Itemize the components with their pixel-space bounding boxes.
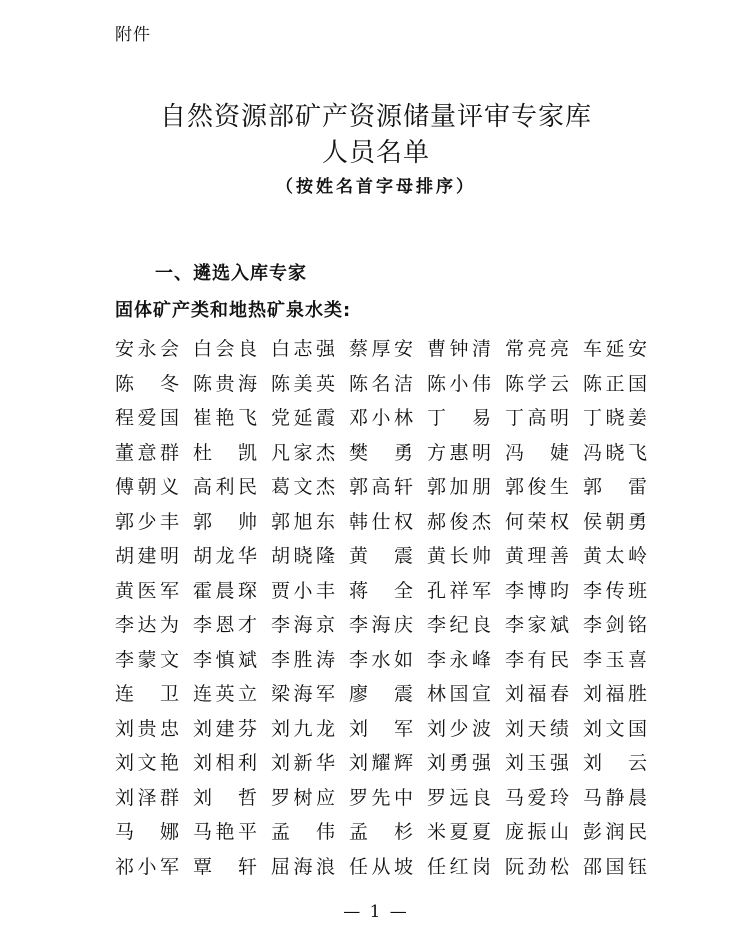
name-entry: 郭 俊 生 bbox=[505, 476, 570, 499]
name-entry: 刘 玉 强 bbox=[505, 752, 570, 775]
category-heading: 固体矿产类和地热矿泉水类: bbox=[115, 300, 352, 321]
page-number: — 1 — bbox=[343, 902, 409, 922]
name-entry: 罗 树 应 bbox=[271, 786, 336, 809]
name-entry: 刘 福 春 bbox=[505, 683, 570, 706]
name-row bbox=[115, 332, 648, 367]
name-row bbox=[115, 712, 648, 747]
name-row bbox=[115, 505, 648, 540]
name-entry: 连 英 立 bbox=[193, 683, 258, 706]
name-entry: 胡 晓 隆 bbox=[271, 545, 336, 568]
name-entry: 李 恩 才 bbox=[193, 614, 258, 637]
name-entry: 霍 晨 琛 bbox=[193, 579, 258, 602]
name-entry: 李 永 峰 bbox=[427, 648, 492, 671]
name-entry: 李 达 为 bbox=[115, 614, 180, 637]
name-entry: 庞 振 山 bbox=[505, 821, 570, 844]
name-row bbox=[115, 401, 648, 436]
name-entry: 何 荣 权 bbox=[505, 510, 570, 533]
name-row bbox=[115, 470, 648, 505]
name-entry: 刘 天 绩 bbox=[505, 717, 570, 740]
name-entry: 覃 轩 bbox=[193, 855, 258, 878]
name-entry: 李 家 斌 bbox=[505, 614, 570, 637]
name-entry: 李 有 民 bbox=[505, 648, 570, 671]
name-entry: 白 志 强 bbox=[271, 338, 336, 361]
name-entry: 傅 朝 义 bbox=[115, 476, 180, 499]
name-entry: 孔 祥 军 bbox=[427, 579, 492, 602]
name-entry: 陈 名 洁 bbox=[349, 372, 414, 395]
name-entry: 马 娜 bbox=[115, 821, 180, 844]
name-entry: 刘 文 国 bbox=[583, 717, 648, 740]
name-entry: 郭 雷 bbox=[583, 476, 648, 499]
name-entry: 陈 冬 bbox=[115, 372, 180, 395]
name-entry: 刘 军 bbox=[349, 717, 414, 740]
name-entry: 董 意 群 bbox=[115, 441, 180, 464]
name-entry: 蔡 厚 安 bbox=[349, 338, 414, 361]
name-entry: 葛 文 杰 bbox=[271, 476, 336, 499]
name-entry: 任 红 岗 bbox=[427, 855, 492, 878]
name-entry: 曹 钟 清 bbox=[427, 338, 492, 361]
name-entry: 陈 正 国 bbox=[583, 372, 648, 395]
name-entry: 郭 少 丰 bbox=[115, 510, 180, 533]
name-row bbox=[115, 781, 648, 816]
name-entry: 丁 晓 姜 bbox=[583, 407, 648, 430]
name-entry: 马 艳 平 bbox=[193, 821, 258, 844]
name-entry: 刘 建 芬 bbox=[193, 717, 258, 740]
name-entry: 方 惠 明 bbox=[427, 441, 492, 464]
name-entry: 郝 俊 杰 bbox=[427, 510, 492, 533]
name-entry: 廖 震 bbox=[349, 683, 414, 706]
name-entry: 李 纪 良 bbox=[427, 614, 492, 637]
name-entry: 冯 婕 bbox=[505, 441, 570, 464]
name-entry: 高 利 民 bbox=[193, 476, 258, 499]
name-entry: 彭 润 民 bbox=[583, 821, 648, 844]
name-entry: 侯 朝 勇 bbox=[583, 510, 648, 533]
name-row bbox=[115, 643, 648, 678]
name-row bbox=[115, 677, 648, 712]
name-entry: 马 静 晨 bbox=[583, 786, 648, 809]
name-entry: 孟 杉 bbox=[349, 821, 414, 844]
name-entry: 刘 新 华 bbox=[271, 752, 336, 775]
name-entry: 屈 海 浪 bbox=[271, 855, 336, 878]
name-entry: 崔 艳 飞 bbox=[193, 407, 258, 430]
name-entry: 林 国 宣 bbox=[427, 683, 492, 706]
name-entry: 冯 晓 飞 bbox=[583, 441, 648, 464]
name-entry: 刘 泽 群 bbox=[115, 786, 180, 809]
name-entry: 安 永 会 bbox=[115, 338, 180, 361]
document-title-line2: 人员名单 bbox=[321, 138, 430, 168]
name-entry: 丁 高 明 bbox=[505, 407, 570, 430]
name-row bbox=[115, 608, 648, 643]
name-entry: 刘 九 龙 bbox=[271, 717, 336, 740]
name-entry: 刘 哲 bbox=[193, 786, 258, 809]
name-entry: 李 博 昀 bbox=[505, 579, 570, 602]
name-entry: 李 蒙 文 bbox=[115, 648, 180, 671]
name-entry: 车 延 安 bbox=[583, 338, 648, 361]
name-entry: 常 亮 亮 bbox=[505, 338, 570, 361]
name-entry: 李 剑 铭 bbox=[583, 614, 648, 637]
name-entry: 刘 贵 忠 bbox=[115, 717, 180, 740]
name-entry: 梁 海 军 bbox=[271, 683, 336, 706]
name-entry: 祁 小 军 bbox=[115, 855, 180, 878]
name-entry: 刘 耀 辉 bbox=[349, 752, 414, 775]
name-list bbox=[115, 332, 648, 884]
name-entry: 连 卫 bbox=[115, 683, 180, 706]
name-entry: 胡 建 明 bbox=[115, 545, 180, 568]
name-entry: 陈 美 英 bbox=[271, 372, 336, 395]
name-entry: 刘 相 利 bbox=[193, 752, 258, 775]
name-row bbox=[115, 574, 648, 609]
name-entry: 刘 云 bbox=[583, 752, 648, 775]
name-row bbox=[115, 539, 648, 574]
name-entry: 丁 易 bbox=[427, 407, 492, 430]
name-entry: 胡 龙 华 bbox=[193, 545, 258, 568]
name-entry: 李 海 京 bbox=[271, 614, 336, 637]
name-entry: 李 慎 斌 bbox=[193, 648, 258, 671]
name-entry: 刘 勇 强 bbox=[427, 752, 492, 775]
name-entry: 郭 旭 东 bbox=[271, 510, 336, 533]
name-entry: 韩 仕 权 bbox=[349, 510, 414, 533]
name-entry: 李 胜 涛 bbox=[271, 648, 336, 671]
name-entry: 黄 医 军 bbox=[115, 579, 180, 602]
name-entry: 贾 小 丰 bbox=[271, 579, 336, 602]
name-entry: 程 爱 国 bbox=[115, 407, 180, 430]
name-entry: 陈 小 伟 bbox=[427, 372, 492, 395]
name-entry: 陈 贵 海 bbox=[193, 372, 258, 395]
name-entry: 郭 高 轩 bbox=[349, 476, 414, 499]
name-entry: 凡 家 杰 bbox=[271, 441, 336, 464]
name-entry: 李 海 庆 bbox=[349, 614, 414, 637]
name-entry: 黄 长 帅 bbox=[427, 545, 492, 568]
name-entry: 黄 震 bbox=[349, 545, 414, 568]
name-row bbox=[115, 436, 648, 471]
name-entry: 樊 勇 bbox=[349, 441, 414, 464]
name-entry: 阮 劲 松 bbox=[505, 855, 570, 878]
name-row bbox=[115, 815, 648, 850]
document-subtitle: （按姓名首字母排序） bbox=[276, 177, 476, 197]
name-entry: 罗 远 良 bbox=[427, 786, 492, 809]
name-entry: 蒋 全 bbox=[349, 579, 414, 602]
name-entry: 米 夏 夏 bbox=[427, 821, 492, 844]
name-entry: 孟 伟 bbox=[271, 821, 336, 844]
name-entry: 邓 小 林 bbox=[349, 407, 414, 430]
name-entry: 黄 太 岭 bbox=[583, 545, 648, 568]
name-entry: 陈 学 云 bbox=[505, 372, 570, 395]
document-title: 自然资源部矿产资源储量评审专家库 bbox=[159, 102, 592, 132]
name-entry: 任 从 坡 bbox=[349, 855, 414, 878]
name-entry: 郭 加 朋 bbox=[427, 476, 492, 499]
name-entry: 罗 先 中 bbox=[349, 786, 414, 809]
name-entry: 邵 国 钰 bbox=[583, 855, 648, 878]
name-entry: 刘 少 波 bbox=[427, 717, 492, 740]
name-entry: 郭 帅 bbox=[193, 510, 258, 533]
name-entry: 党 延 霞 bbox=[271, 407, 336, 430]
name-entry: 李 玉 喜 bbox=[583, 648, 648, 671]
name-entry: 刘 文 艳 bbox=[115, 752, 180, 775]
name-entry: 马 爱 玲 bbox=[505, 786, 570, 809]
name-entry: 李 水 如 bbox=[349, 648, 414, 671]
section-heading: 一、遴选入库专家 bbox=[155, 263, 307, 284]
name-entry: 杜 凯 bbox=[193, 441, 258, 464]
attachment-label: 附件 bbox=[115, 25, 151, 45]
name-row bbox=[115, 746, 648, 781]
name-row bbox=[115, 850, 648, 885]
name-entry: 李 传 班 bbox=[583, 579, 648, 602]
name-entry: 刘 福 胜 bbox=[583, 683, 648, 706]
name-entry: 白 会 良 bbox=[193, 338, 258, 361]
name-entry: 黄 理 善 bbox=[505, 545, 570, 568]
name-row bbox=[115, 367, 648, 402]
